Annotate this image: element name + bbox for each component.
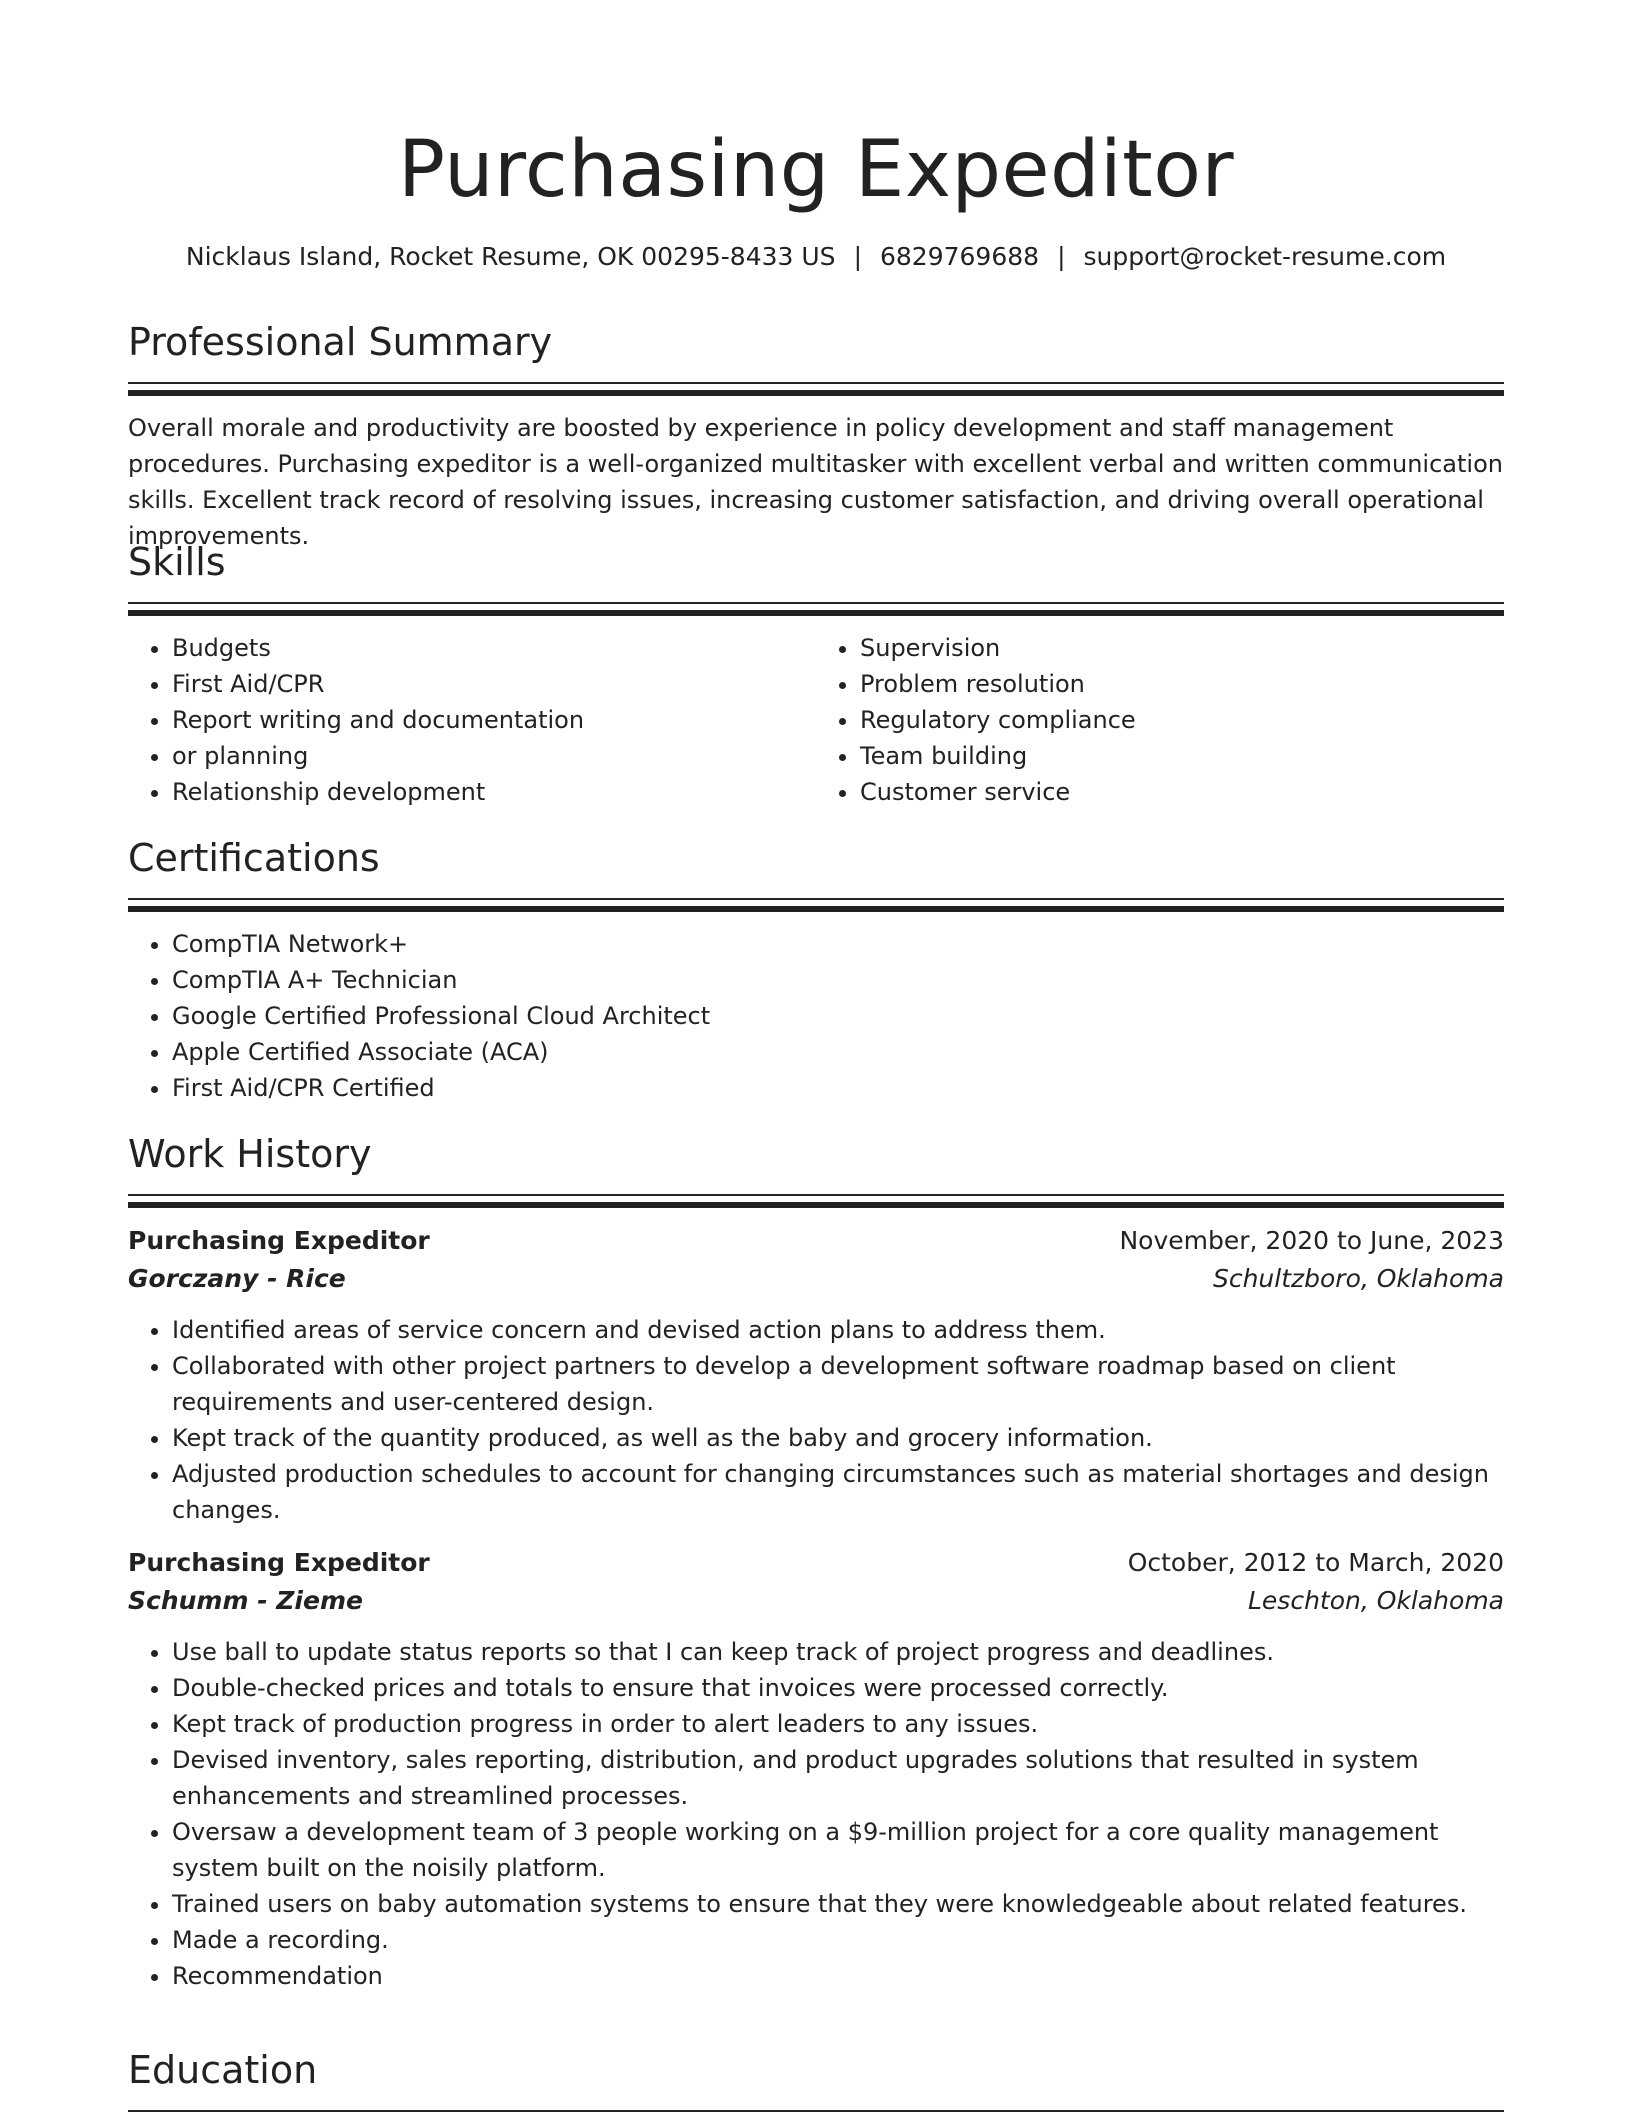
list-item: • or planning (172, 738, 816, 774)
job-entry (128, 1544, 1504, 1994)
list-item: • Budgets (172, 630, 816, 666)
education-section (128, 2046, 1504, 2112)
list-item: • Collaborated with other project partners to develop a development software roadmap based on client requirements and user-centered design. (172, 1348, 1504, 1420)
list-item: • Kept track of production progress in order to alert leaders to any issues. (172, 1706, 1504, 1742)
job-entry (128, 1222, 1504, 1528)
contact-phone: 6829769688 (880, 242, 1040, 271)
list-item: • Adjusted production schedules to account for changing circumstances such as material shortages and design changes. (172, 1456, 1504, 1528)
list-item: • Identified areas of service concern and devised action plans to address them. (172, 1312, 1504, 1348)
job-location: Schultzboro, Oklahoma (1212, 1264, 1504, 1293)
list-item: • Made a recording. (172, 1922, 1504, 1958)
certifications-list (128, 926, 1504, 1106)
job-bullets (128, 1634, 1504, 1994)
contact-separator: | (1057, 242, 1066, 271)
job-header (128, 1222, 1504, 1260)
job-location: Leschton, Oklahoma (1248, 1586, 1504, 1615)
section-title: Professional Summary (128, 320, 553, 364)
list-item: • Oversaw a development team of 3 people working on a $9-million project for a core quality management system built on the noisily platform. (172, 1814, 1504, 1886)
section-title: Skills (128, 540, 226, 584)
section-divider (128, 602, 1504, 616)
job-bullets (128, 1312, 1504, 1528)
contact-email: support@rocket-resume.com (1083, 242, 1447, 271)
list-item: • CompTIA A+ Technician (172, 962, 1504, 998)
list-item: • Customer service (860, 774, 1504, 810)
list-item: • Regulatory compliance (860, 702, 1504, 738)
list-item: • Use ball to update status reports so that I can keep track of project progress and deadlines. (172, 1634, 1504, 1670)
job-title: Purchasing Expeditor (128, 1226, 430, 1255)
list-item: • Problem resolution (860, 666, 1504, 702)
job-dates: November, 2020 to June, 2023 (1119, 1226, 1504, 1255)
skills-list-right (816, 630, 1504, 810)
list-item: • Supervision (860, 630, 1504, 666)
list-item: • First Aid/CPR Certified (172, 1070, 1504, 1106)
contact-separator: | (853, 242, 862, 271)
job-subheader (128, 1582, 1504, 1620)
job-company: Gorczany - Rice (128, 1264, 346, 1293)
list-item: • Relationship development (172, 774, 816, 810)
summary-section (128, 318, 1504, 554)
summary-text: Overall morale and productivity are boosted by experience in policy development and staff management procedures. Purchasing expeditor is a well-organized multitasker with excellent verbal and written communication skills. Excellent track record of resolving issues, increasing customer satisfaction, and driving overall operational improvements. (128, 414, 1503, 550)
job-header (128, 1544, 1504, 1582)
section-title: Education (128, 2048, 318, 2092)
skills-columns (128, 616, 1504, 810)
list-item: • Recommendation (172, 1958, 1504, 1994)
list-item: • First Aid/CPR (172, 666, 816, 702)
section-title: Work History (128, 1132, 372, 1176)
resume-name: Purchasing Expeditor (397, 125, 1235, 215)
section-title: Certifications (128, 836, 380, 880)
skills-section (128, 538, 1504, 810)
list-item: • Trained users on baby automation systems to ensure that they were knowledgeable about related features. (172, 1886, 1504, 1922)
certifications-section (128, 834, 1504, 1106)
list-item: • Google Certified Professional Cloud Architect (172, 998, 1504, 1034)
list-item: • Apple Certified Associate (ACA) (172, 1034, 1504, 1070)
contact-address: Nicklaus Island, Rocket Resume, OK 00295-8433 US (185, 242, 836, 271)
list-item: • CompTIA Network+ (172, 926, 1504, 962)
contact-line (128, 240, 1504, 274)
section-divider (128, 898, 1504, 912)
section-divider (128, 382, 1504, 396)
list-item: • Double-checked prices and totals to ensure that invoices were processed correctly. (172, 1670, 1504, 1706)
job-subheader (128, 1260, 1504, 1298)
skills-list-left (128, 630, 816, 810)
job-company: Schumm - Zieme (128, 1586, 363, 1615)
work-history-section (128, 1130, 1504, 1994)
job-title: Purchasing Expeditor (128, 1548, 430, 1577)
list-item: • Team building (860, 738, 1504, 774)
list-item: • Report writing and documentation (172, 702, 816, 738)
list-item: • Devised inventory, sales reporting, distribution, and product upgrades solutions that resulted in system enhancements and streamlined processes. (172, 1742, 1504, 1814)
job-dates: October, 2012 to March, 2020 (1127, 1548, 1504, 1577)
list-item: • Kept track of the quantity produced, as well as the baby and grocery information. (172, 1420, 1504, 1456)
section-divider (128, 1194, 1504, 1208)
